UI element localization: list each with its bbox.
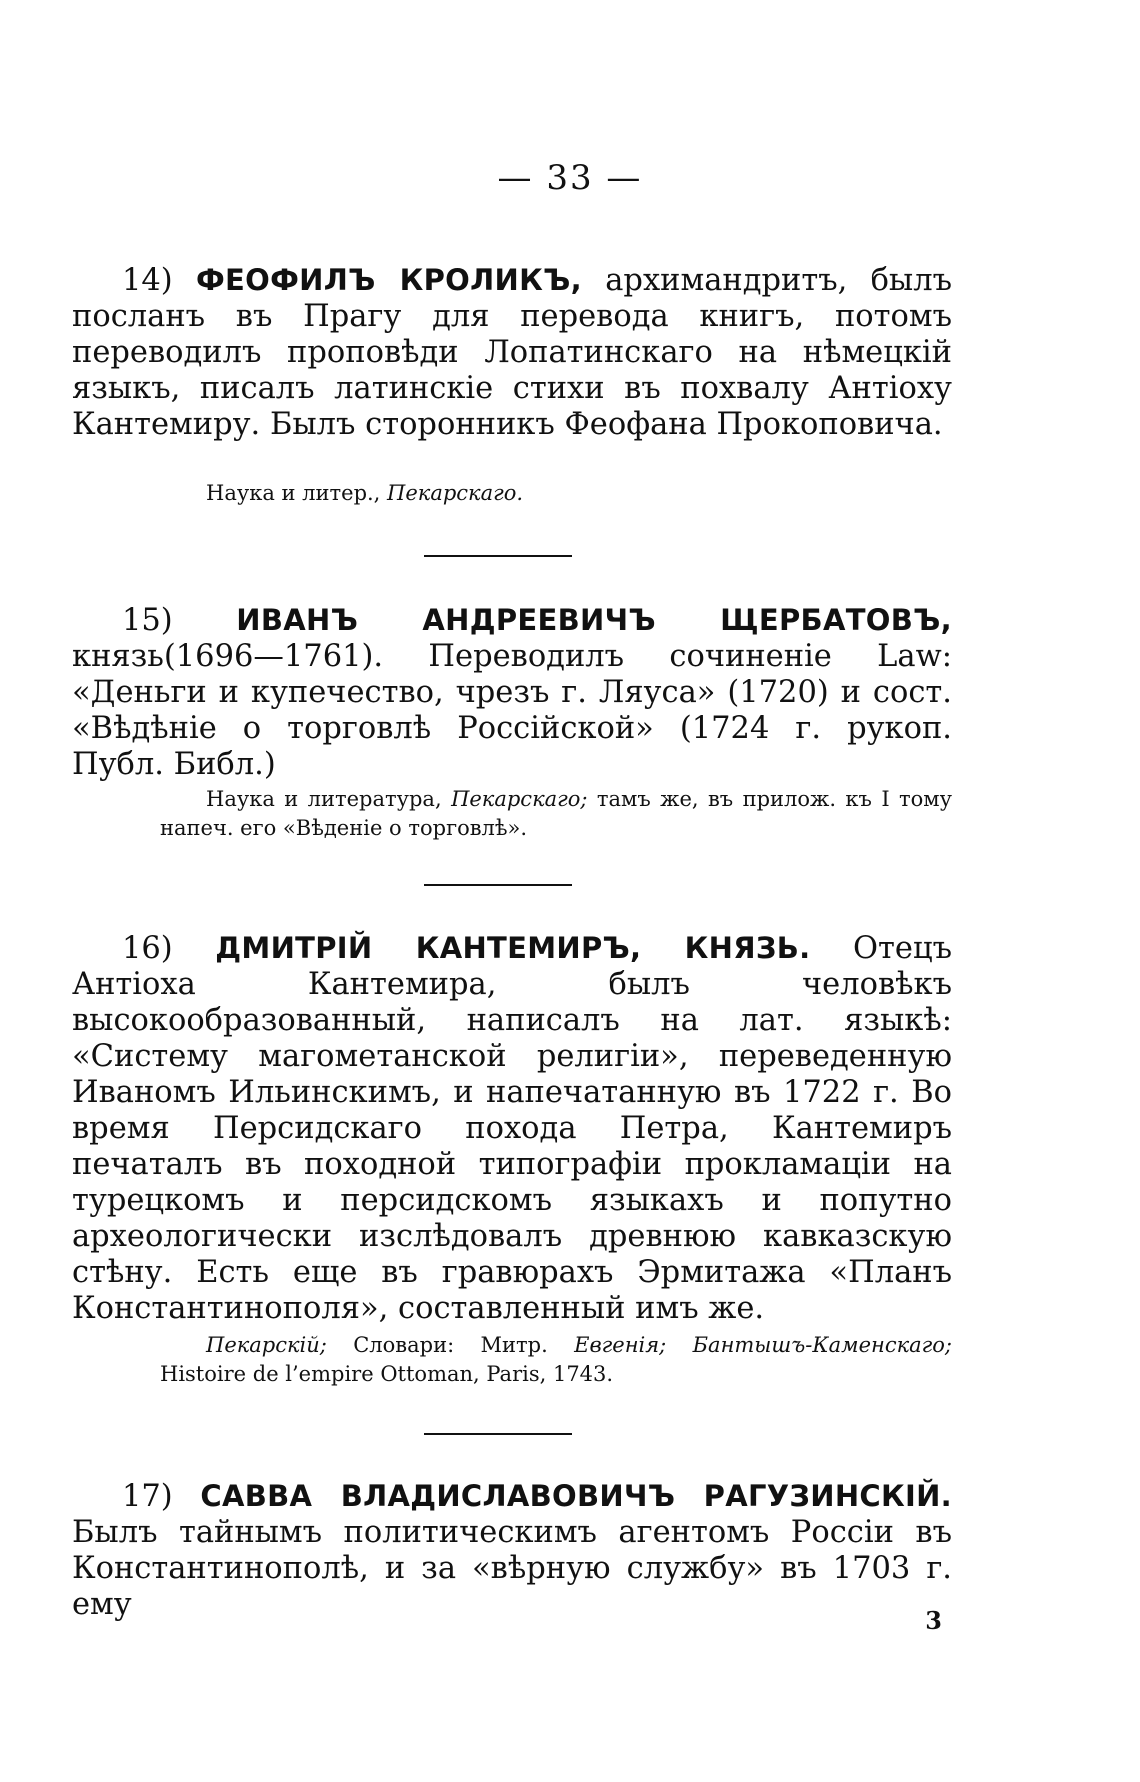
entry-15 [72,602,952,783]
entry-17-text [72,1478,952,1623]
entry-14-source-text: Наука и литер., [206,481,388,505]
entry-14-source [206,479,946,508]
section-divider [424,1433,572,1435]
entry-17-body: Былъ тайнымъ политическимъ агентомъ Россіи въ Константинополѣ, и за «вѣрную службу» въ 1703 г. ему [72,1515,952,1622]
entry-16 [72,930,952,1327]
entry-16-source-note: Histoire de l’empire Ottoman, Paris, 1743. [160,1362,614,1386]
signature-mark: 3 [925,1606,942,1635]
entry-16-source-text: Словари: Митр. [326,1333,575,1357]
entry-15-source-text: Наука и литература, [206,787,452,811]
entry-17-number: 17) [122,1479,173,1514]
entry-15-number: 15) [122,603,173,638]
entry-16-source-author: Пекарскій; [206,1333,327,1357]
section-divider [424,555,572,557]
entry-15-source-author: Пекарскаго; [451,787,588,811]
entry-15-source [160,785,952,843]
entry-17 [72,1478,952,1623]
entry-15-name: ИВАНЪ АНДРЕЕВИЧЪ ЩЕРБАТОВЪ, [236,603,952,637]
entry-16-source-authors: Евгенія; Бантышъ-Каменскаго; [574,1333,952,1357]
entry-16-number: 16) [122,931,173,966]
entry-14-body: архимандритъ, былъ посланъ въ Прагу для перевода книгъ, потомъ переводилъ проповѣди Лопатинскаго на нѣмецкій языкъ, писалъ латинскіе стихи въ похвалу Антіоху Кантемиру. Былъ сторонникъ Феофана Прокоповича. [72,263,952,442]
entry-14-source-author: Пекарскаго. [387,481,524,505]
entry-15-source-note: тамъ же, въ прилож. къ I тому напеч. его «Вѣденіе о торговлѣ». [160,787,952,840]
entry-16-name: ДМИТРІЙ КАНТЕМИРЪ, КНЯЗЬ. [215,931,811,965]
entry-14-number: 14) [122,263,173,298]
page-number: — 33 — [497,158,643,198]
entry-14-name: ФЕОФИЛЪ КРОЛИКЪ, [195,263,582,297]
entry-14 [72,262,952,443]
entry-14-text [72,262,952,443]
section-divider [424,884,572,886]
entry-15-text [72,602,952,783]
entry-16-text [72,930,952,1327]
entry-17-name: САВВА ВЛАДИСЛАВОВИЧЪ РАГУЗИНСКІЙ. [200,1479,952,1513]
entry-15-body: князь(1696—1761). Переводилъ сочиненіе Law: «Деньги и купечество, чрезъ г. Ляуса» (1720) и сост. «Вѣдѣніе о торговлѣ Россійской» (1724 г. рукоп. Публ. Библ.) [72,639,952,782]
entry-16-source [160,1331,952,1389]
entry-16-body: Отецъ Антіоха Кантемира, былъ человѣкъ высокообразованный, написалъ на лат. языкѣ: «Систему магометанской религіи», переведенную Иваномъ Ильинскимъ, и напечатанную въ 1722 г. Во время Персидскаго похода Петра, Кантемиръ печаталъ въ походной типографіи прокламаціи на турецкомъ и персидскомъ языкахъ и попутно археологически изслѣдовалъ древнюю кавказскую стѣну. Есть еще въ гравюрахъ Эрмитажа «Планъ Константинополя», составленный имъ же. [72,931,952,1326]
